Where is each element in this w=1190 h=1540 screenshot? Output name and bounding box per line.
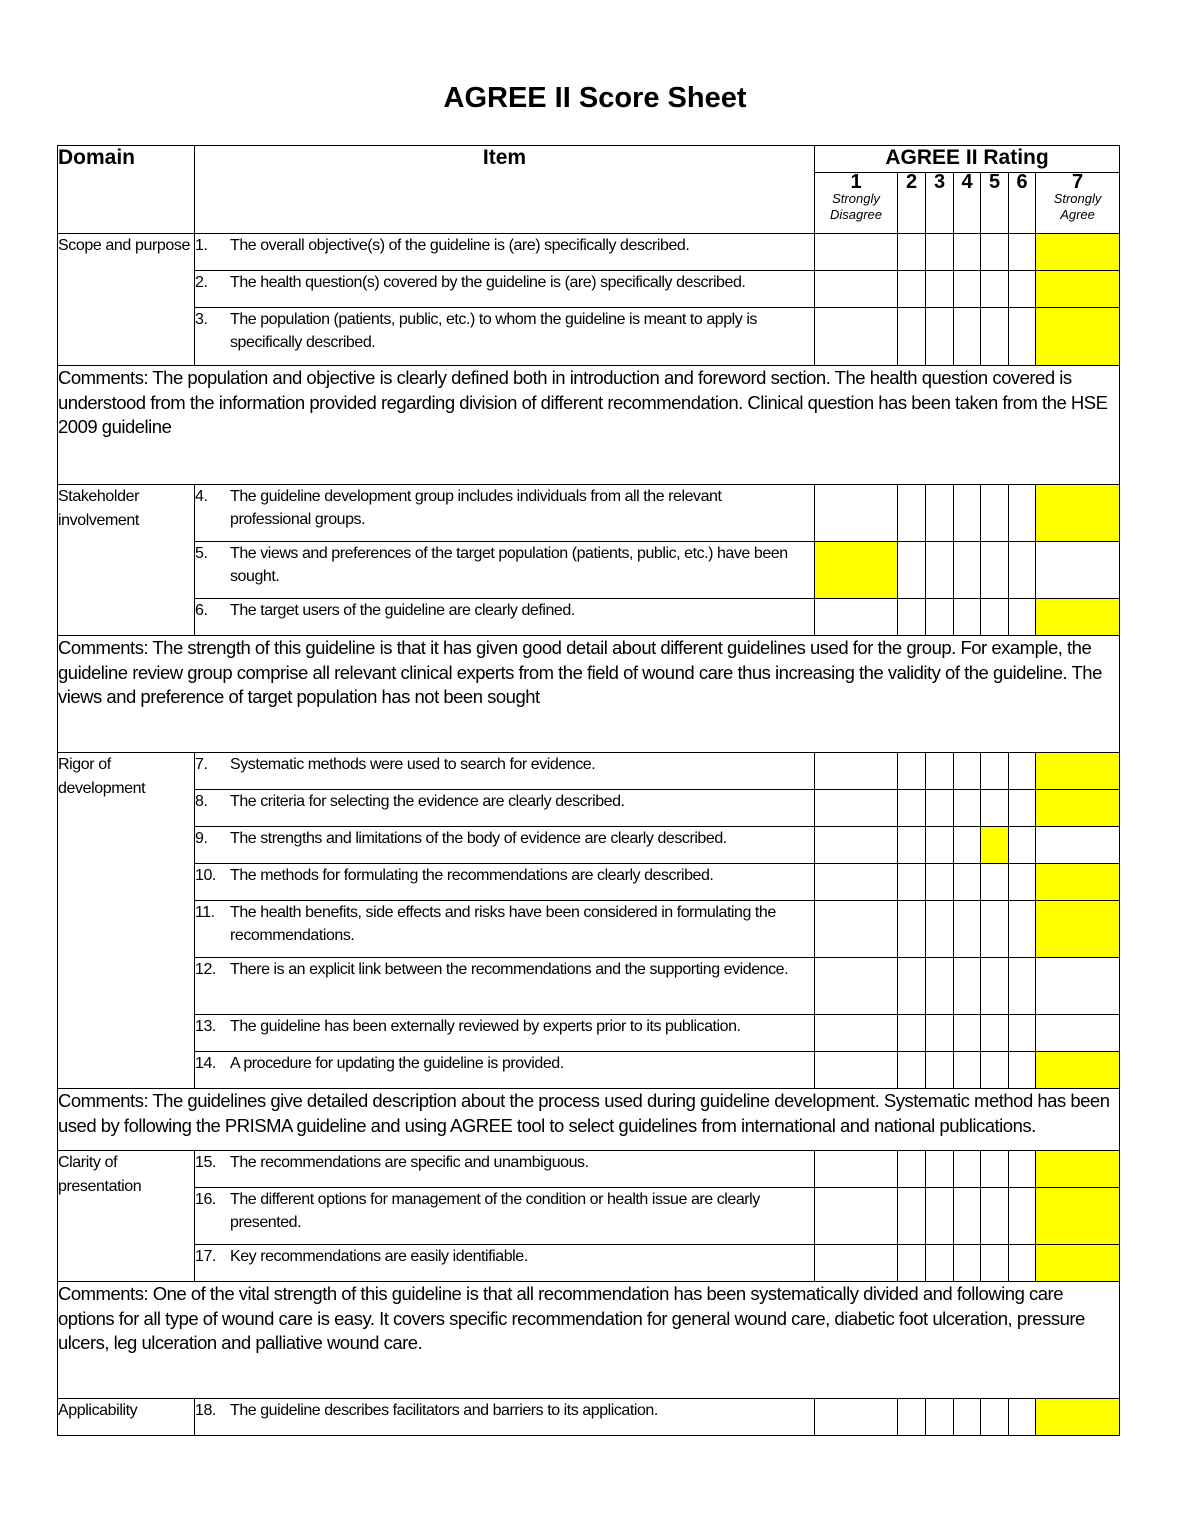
rating-cell-5[interactable] [981,753,1009,790]
rating-cell-6[interactable] [1009,542,1036,599]
rating-cell-1[interactable] [815,234,898,271]
rating-cell-3[interactable] [926,1399,954,1436]
rating-cell-6[interactable] [1009,753,1036,790]
rating-cell-3[interactable] [926,1052,954,1089]
item-row [58,599,1120,636]
rating-cell-6[interactable] [1009,864,1036,901]
rating-cell-5[interactable] [981,790,1009,827]
item-text: The strengths and limitations of the body of evidence are clearly described. [230,830,727,847]
rating-cell-7[interactable] [1036,1399,1120,1436]
item-text: The target users of the guideline are clearly defined. [230,602,575,619]
rating-cell-3[interactable] [926,827,954,864]
item-text: The health question(s) covered by the guideline is (are) specifically described. [230,274,746,291]
rating-cell-5[interactable] [981,827,1009,864]
item-row [58,1399,1120,1436]
rating-cell-7[interactable] [1036,308,1120,366]
rating-cell-5[interactable] [981,1245,1009,1282]
item-cell [195,901,815,958]
scale-header-6: 6 [1009,173,1036,234]
item-cell [195,542,815,599]
rating-cell-1[interactable] [815,1015,898,1052]
item-number: 9. [195,830,208,847]
rating-cell-1[interactable] [815,1399,898,1436]
domain-label: Scope and purpose [58,234,195,366]
item-text: The criteria for selecting the evidence are clearly described. [230,793,625,810]
rating-cell-7[interactable] [1036,958,1120,1015]
rating-column-header: AGREE II Rating [815,146,1120,173]
rating-cell-2[interactable] [898,1188,926,1245]
rating-cell-1[interactable] [815,542,898,599]
rating-cell-1[interactable] [815,1245,898,1282]
rating-cell-3[interactable] [926,1188,954,1245]
rating-cell-2[interactable] [898,271,926,308]
item-number: 13. [195,1018,216,1035]
item-column-header: Item [195,146,815,234]
item-number: 2. [195,274,208,291]
rating-cell-3[interactable] [926,234,954,271]
rating-cell-7[interactable] [1036,1052,1120,1089]
domain-label: Applicability [58,1399,195,1436]
rating-cell-1[interactable] [815,599,898,636]
item-number: 5. [195,545,208,562]
rating-cell-2[interactable] [898,308,926,366]
rating-cell-6[interactable] [1009,790,1036,827]
item-cell [195,864,815,901]
scale-header-4: 4 [954,173,981,234]
item-number: 3. [195,311,208,328]
rating-cell-4[interactable] [954,1188,981,1245]
item-cell [195,1399,815,1436]
item-cell [195,1151,815,1188]
rating-cell-1[interactable] [815,864,898,901]
rating-cell-5[interactable] [981,1015,1009,1052]
rating-cell-7[interactable] [1036,542,1120,599]
rating-cell-7[interactable] [1036,1151,1120,1188]
rating-cell-6[interactable] [1009,1188,1036,1245]
comment-text: Comments: The strength of this guideline is that it has given good detail about different guidelines used for the group. For example, the guideline review group comprise all relevant clinical experts from the field of wound care thus increasing the validity of the guideline. The views and preference of target population has not been sought [58,636,1120,753]
item-row [58,790,1120,827]
item-number: 12. [195,961,216,978]
item-cell [195,599,815,636]
rating-cell-5[interactable] [981,1399,1009,1436]
item-cell [195,1188,815,1245]
rating-cell-1[interactable] [815,1188,898,1245]
item-number: 4. [195,488,208,505]
rating-cell-4[interactable] [954,1151,981,1188]
comment-text: Comments: The population and objective is clearly defined both in introduction and foreword section. The health question covered is understood from the information provided regarding division of different recommendation. Clinical question has been taken from the HSE 2009 guideline [58,366,1120,485]
item-text: The health benefits, side effects and risks have been considered in formulating the recommendations. [230,904,776,944]
rating-cell-4[interactable] [954,1399,981,1436]
rating-cell-1[interactable] [815,958,898,1015]
sheet-body [58,234,1120,1436]
rating-cell-7[interactable] [1036,827,1120,864]
rating-cell-3[interactable] [926,958,954,1015]
scale-header-2: 2 [898,173,926,234]
rating-cell-3[interactable] [926,485,954,542]
score-sheet-table [57,145,1120,1436]
rating-cell-4[interactable] [954,308,981,366]
item-number: 14. [195,1055,216,1072]
item-cell [195,234,815,271]
rating-cell-3[interactable] [926,1015,954,1052]
rating-cell-4[interactable] [954,827,981,864]
rating-cell-2[interactable] [898,1015,926,1052]
rating-cell-3[interactable] [926,271,954,308]
rating-cell-1[interactable] [815,753,898,790]
rating-cell-7[interactable] [1036,1188,1120,1245]
rating-cell-2[interactable] [898,1399,926,1436]
rating-cell-4[interactable] [954,485,981,542]
rating-cell-6[interactable] [1009,1151,1036,1188]
rating-cell-6[interactable] [1009,1015,1036,1052]
rating-cell-5[interactable] [981,1052,1009,1089]
item-number: 18. [195,1402,216,1419]
item-text: There is an explicit link between the recommendations and the supporting evidence. [230,961,789,978]
item-number: 15. [195,1154,216,1171]
item-cell [195,1245,815,1282]
item-row [58,958,1120,1015]
rating-cell-7[interactable] [1036,901,1120,958]
rating-cell-5[interactable] [981,485,1009,542]
rating-cell-7[interactable] [1036,790,1120,827]
rating-cell-2[interactable] [898,958,926,1015]
page-title: AGREE II Score Sheet [443,82,747,114]
rating-cell-6[interactable] [1009,1052,1036,1089]
rating-cell-4[interactable] [954,1245,981,1282]
rating-cell-5[interactable] [981,864,1009,901]
item-row [58,308,1120,366]
item-number: 10. [195,867,216,884]
item-number: 8. [195,793,208,810]
rating-cell-2[interactable] [898,234,926,271]
item-row [58,1015,1120,1052]
comment-text: Comments: One of the vital strength of this guideline is that all recommendation has been systematically divided and following care options for all type of wound care is easy. It covers specific recommendation for general wound care, diabetic foot ulceration, pressure ulcers, leg ulceration and palliative wound care. [58,1282,1120,1399]
item-text: The different options for management of the condition or health issue are clearly presented. [230,1191,760,1231]
item-text: Key recommendations are easily identifiable. [230,1248,528,1265]
rating-cell-4[interactable] [954,542,981,599]
domain-label: Clarity of presentation [58,1151,195,1282]
item-cell [195,1015,815,1052]
rating-cell-3[interactable] [926,753,954,790]
rating-cell-2[interactable] [898,1052,926,1089]
scale-header-3: 3 [926,173,954,234]
item-row [58,901,1120,958]
rating-cell-4[interactable] [954,271,981,308]
rating-cell-1[interactable] [815,308,898,366]
rating-cell-3[interactable] [926,1245,954,1282]
rating-cell-2[interactable] [898,901,926,958]
item-text: The population (patients, public, etc.) to whom the guideline is meant to apply is specifically described. [230,311,757,351]
rating-cell-6[interactable] [1009,271,1036,308]
rating-cell-7[interactable] [1036,485,1120,542]
rating-cell-1[interactable] [815,485,898,542]
item-text: The overall objective(s) of the guideline is (are) specifically described. [230,237,690,254]
rating-cell-7[interactable] [1036,234,1120,271]
rating-cell-1[interactable] [815,271,898,308]
rating-cell-4[interactable] [954,753,981,790]
item-row [58,542,1120,599]
comment-row [58,1282,1120,1399]
item-text: The views and preferences of the target population (patients, public, etc.) have been sought. [230,545,788,585]
item-number: 16. [195,1191,216,1208]
rating-cell-3[interactable] [926,864,954,901]
rating-cell-4[interactable] [954,790,981,827]
rating-cell-1[interactable] [815,1052,898,1089]
item-row [58,753,1120,790]
rating-cell-6[interactable] [1009,599,1036,636]
rating-cell-7[interactable] [1036,599,1120,636]
rating-cell-4[interactable] [954,901,981,958]
rating-cell-5[interactable] [981,1151,1009,1188]
item-cell [195,1052,815,1089]
rating-cell-3[interactable] [926,1151,954,1188]
rating-cell-3[interactable] [926,308,954,366]
item-number: 6. [195,602,208,619]
rating-cell-4[interactable] [954,234,981,271]
comment-row [58,636,1120,753]
item-cell [195,271,815,308]
item-cell [195,827,815,864]
rating-cell-2[interactable] [898,864,926,901]
rating-cell-1[interactable] [815,790,898,827]
rating-cell-4[interactable] [954,864,981,901]
rating-cell-1[interactable] [815,1151,898,1188]
item-text: A procedure for updating the guideline is provided. [230,1055,564,1072]
rating-cell-7[interactable] [1036,864,1120,901]
item-cell [195,958,815,1015]
item-row [58,485,1120,542]
header-row [58,146,1120,173]
rating-cell-7[interactable] [1036,753,1120,790]
rating-cell-1[interactable] [815,901,898,958]
item-row [58,1151,1120,1188]
item-text: The guideline describes facilitators and barriers to its application. [230,1402,658,1419]
rating-cell-7[interactable] [1036,271,1120,308]
rating-cell-2[interactable] [898,753,926,790]
rating-cell-3[interactable] [926,599,954,636]
rating-cell-4[interactable] [954,1052,981,1089]
item-row [58,1245,1120,1282]
item-cell [195,753,815,790]
item-text: The guideline development group includes individuals from all the relevant professional groups. [230,488,722,528]
rating-cell-1[interactable] [815,827,898,864]
rating-cell-6[interactable] [1009,1399,1036,1436]
item-row [58,1188,1120,1245]
rating-cell-5[interactable] [981,542,1009,599]
item-cell [195,790,815,827]
item-text: The recommendations are specific and unambiguous. [230,1154,589,1171]
rating-cell-4[interactable] [954,599,981,636]
rating-cell-6[interactable] [1009,827,1036,864]
rating-cell-3[interactable] [926,790,954,827]
rating-cell-6[interactable] [1009,234,1036,271]
rating-cell-2[interactable] [898,1151,926,1188]
item-number: 7. [195,756,208,773]
item-row [58,234,1120,271]
rating-cell-2[interactable] [898,790,926,827]
domain-column-header: Domain [58,146,195,234]
scale-header-5: 5 [981,173,1009,234]
item-number: 1. [195,237,208,254]
rating-cell-5[interactable] [981,308,1009,366]
rating-cell-2[interactable] [898,827,926,864]
item-number: 11. [195,904,215,921]
item-row [58,1052,1120,1089]
rating-cell-4[interactable] [954,1015,981,1052]
item-row [58,827,1120,864]
rating-cell-7[interactable] [1036,1245,1120,1282]
domain-label: Rigor of development [58,753,195,1089]
rating-cell-2[interactable] [898,542,926,599]
rating-cell-2[interactable] [898,599,926,636]
rating-cell-5[interactable] [981,958,1009,1015]
scale-header-1: 1 Strongly Disagree [815,173,898,234]
rating-cell-5[interactable] [981,234,1009,271]
rating-cell-5[interactable] [981,599,1009,636]
comment-row [58,1089,1120,1151]
rating-cell-5[interactable] [981,901,1009,958]
item-row [58,271,1120,308]
rating-cell-7[interactable] [1036,1015,1120,1052]
comment-row [58,366,1120,485]
item-text: Systematic methods were used to search for evidence. [230,756,596,773]
rating-cell-4[interactable] [954,958,981,1015]
item-cell [195,485,815,542]
scale-header-7: 7 Strongly Agree [1036,173,1120,234]
rating-cell-2[interactable] [898,485,926,542]
comment-text: Comments: The guidelines give detailed description about the process used during guideline development. Systematic method has been used by following the PRISMA guideline and using AGREE tool to select guidelines from international and national publications. [58,1089,1120,1151]
item-cell [195,308,815,366]
rating-cell-3[interactable] [926,901,954,958]
rating-cell-3[interactable] [926,542,954,599]
rating-cell-6[interactable] [1009,308,1036,366]
rating-cell-6[interactable] [1009,958,1036,1015]
rating-cell-5[interactable] [981,1188,1009,1245]
item-text: The guideline has been externally reviewed by experts prior to its publication. [230,1018,741,1035]
item-text: The methods for formulating the recommendations are clearly described. [230,867,714,884]
rating-cell-2[interactable] [898,1245,926,1282]
rating-cell-6[interactable] [1009,901,1036,958]
rating-cell-5[interactable] [981,271,1009,308]
rating-cell-6[interactable] [1009,1245,1036,1282]
item-number: 17. [195,1248,216,1265]
domain-label: Stakeholder involvement [58,485,195,636]
rating-cell-6[interactable] [1009,485,1036,542]
item-row [58,864,1120,901]
